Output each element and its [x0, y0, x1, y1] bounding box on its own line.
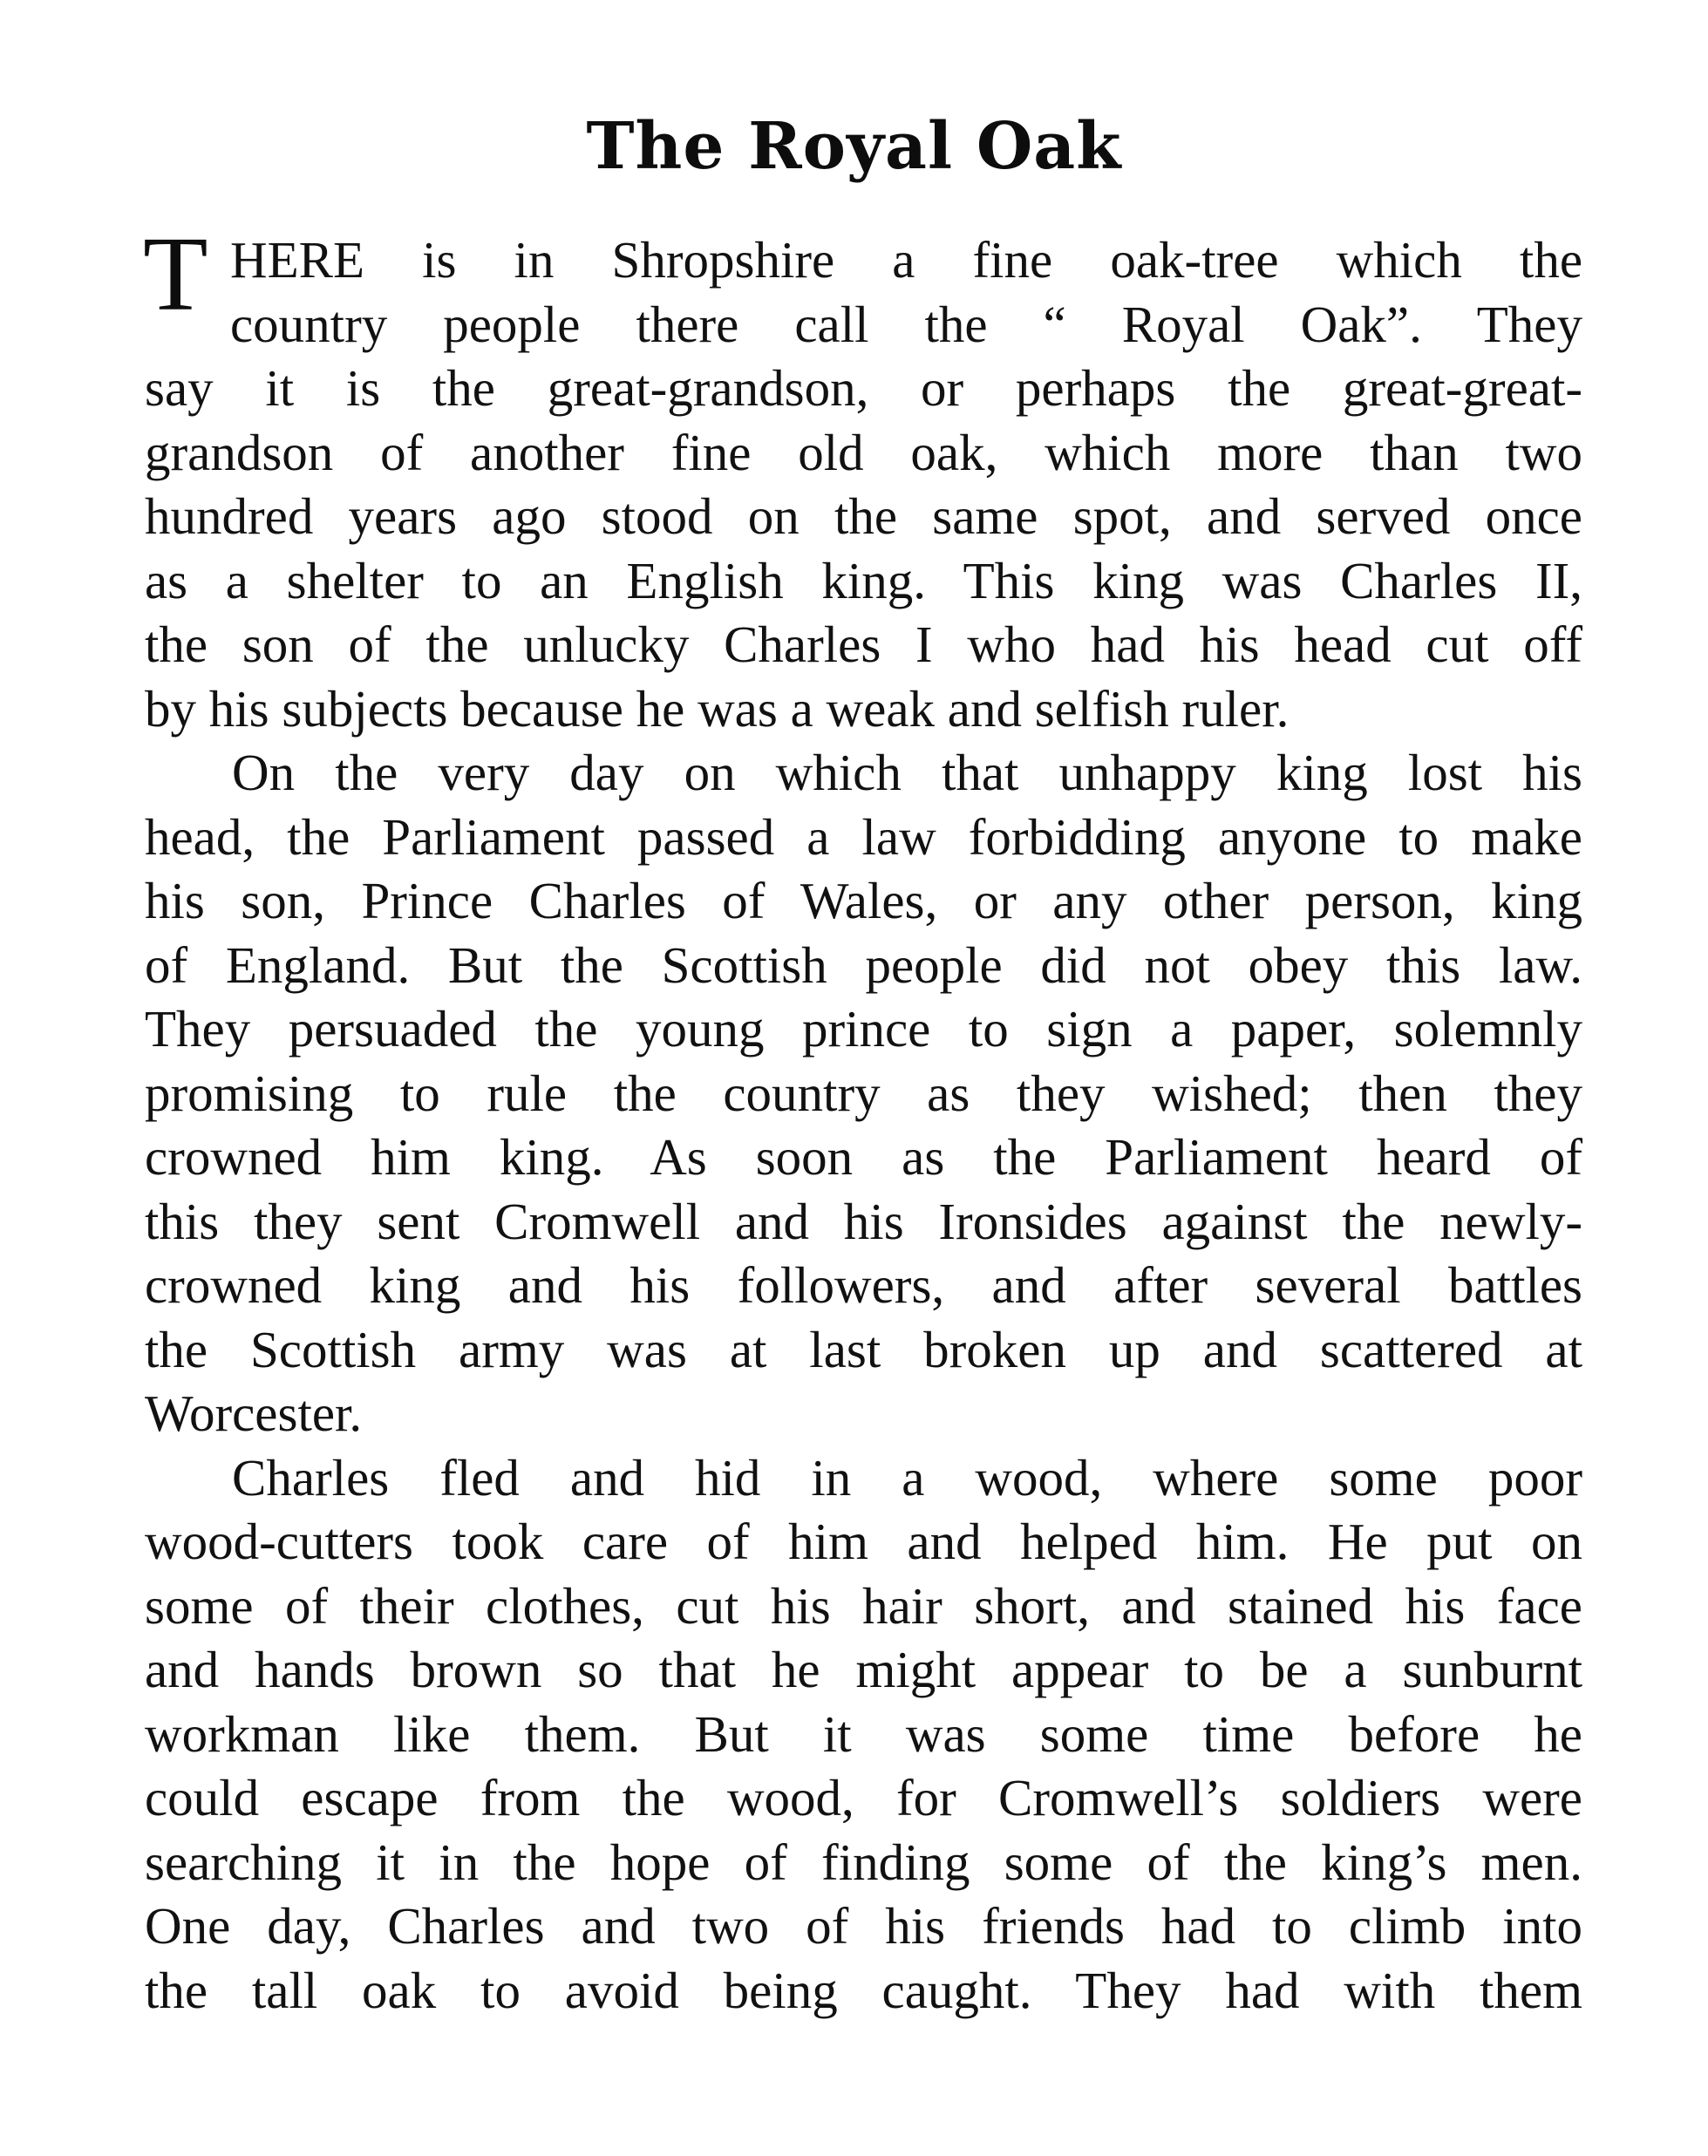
text-line: the tall oak to avoid being caught. They had with them: [145, 1961, 1582, 2019]
paragraph-2: [145, 741, 1582, 1446]
paragraph-3: [145, 1446, 1582, 2023]
text-line: workman like them. But it was some time before he: [145, 1704, 1582, 1763]
paragraph-1: [143, 215, 1582, 741]
text-line: as a shelter to an English king. This king was Charles II,: [145, 551, 1582, 609]
text-line: head, the Parliament passed a law forbidding anyone to make: [145, 807, 1582, 866]
text-line: could escape from the wood, for Cromwell’s soldiers were: [145, 1769, 1582, 1826]
text-line: crowned him king. As soon as the Parliament heard of: [145, 1128, 1582, 1186]
text-line: say it is the great-grandson, or perhaps the great-great-: [145, 359, 1582, 417]
drop-cap: T: [143, 215, 208, 333]
text-line: hundred years ago stood on the same spot, and served once: [145, 487, 1582, 545]
text-line: Worcester.: [145, 1384, 363, 1442]
text-line: searching it in the hope of finding some of the king’s men.: [145, 1833, 1582, 1891]
text-line: grandson of another fine old oak, which more than two: [145, 423, 1582, 481]
text-line: and hands brown so that he might appear to be a sunburnt: [145, 1641, 1582, 1698]
text-line: They persuaded the young prince to sign a paper, solemnly: [145, 1000, 1582, 1058]
text-line: promising to rule the country as they wished; then they: [145, 1064, 1582, 1122]
text-line: country people there call the “ Royal Oak”. They: [230, 295, 1582, 353]
page-title: The Royal Oak: [586, 109, 1122, 184]
text-line: Charles fled and hid in a wood, where some poor: [232, 1448, 1582, 1506]
article-body: [143, 215, 1582, 2023]
text-line: of England. But the Scottish people did not obey this law.: [145, 935, 1582, 994]
text-line: by his subjects because he was a weak and selfish ruler.: [145, 679, 1290, 738]
text-line: wood-cutters took care of him and helped him. He put on: [145, 1513, 1582, 1570]
text-line: the Scottish army was at last broken up and scattered at: [145, 1320, 1582, 1378]
text-line: the son of the unlucky Charles I who had his head cut off: [145, 616, 1582, 673]
text-line: One day, Charles and two of his friends had to climb into: [145, 1897, 1582, 1955]
text-line: On the very day on which that unhappy king lost his: [232, 744, 1582, 801]
text-line: this they sent Cromwell and his Ironsides against the newly-: [145, 1192, 1582, 1250]
text-line: some of their clothes, cut his hair short, and stained his face: [145, 1576, 1582, 1635]
first-line-text: HERE is in Shropshire a fine oak-tree which the: [230, 231, 1582, 289]
text-line: crowned king and his followers, and after several battles: [145, 1256, 1582, 1314]
text-line: his son, Prince Charles of Wales, or any other person, king: [145, 872, 1582, 929]
